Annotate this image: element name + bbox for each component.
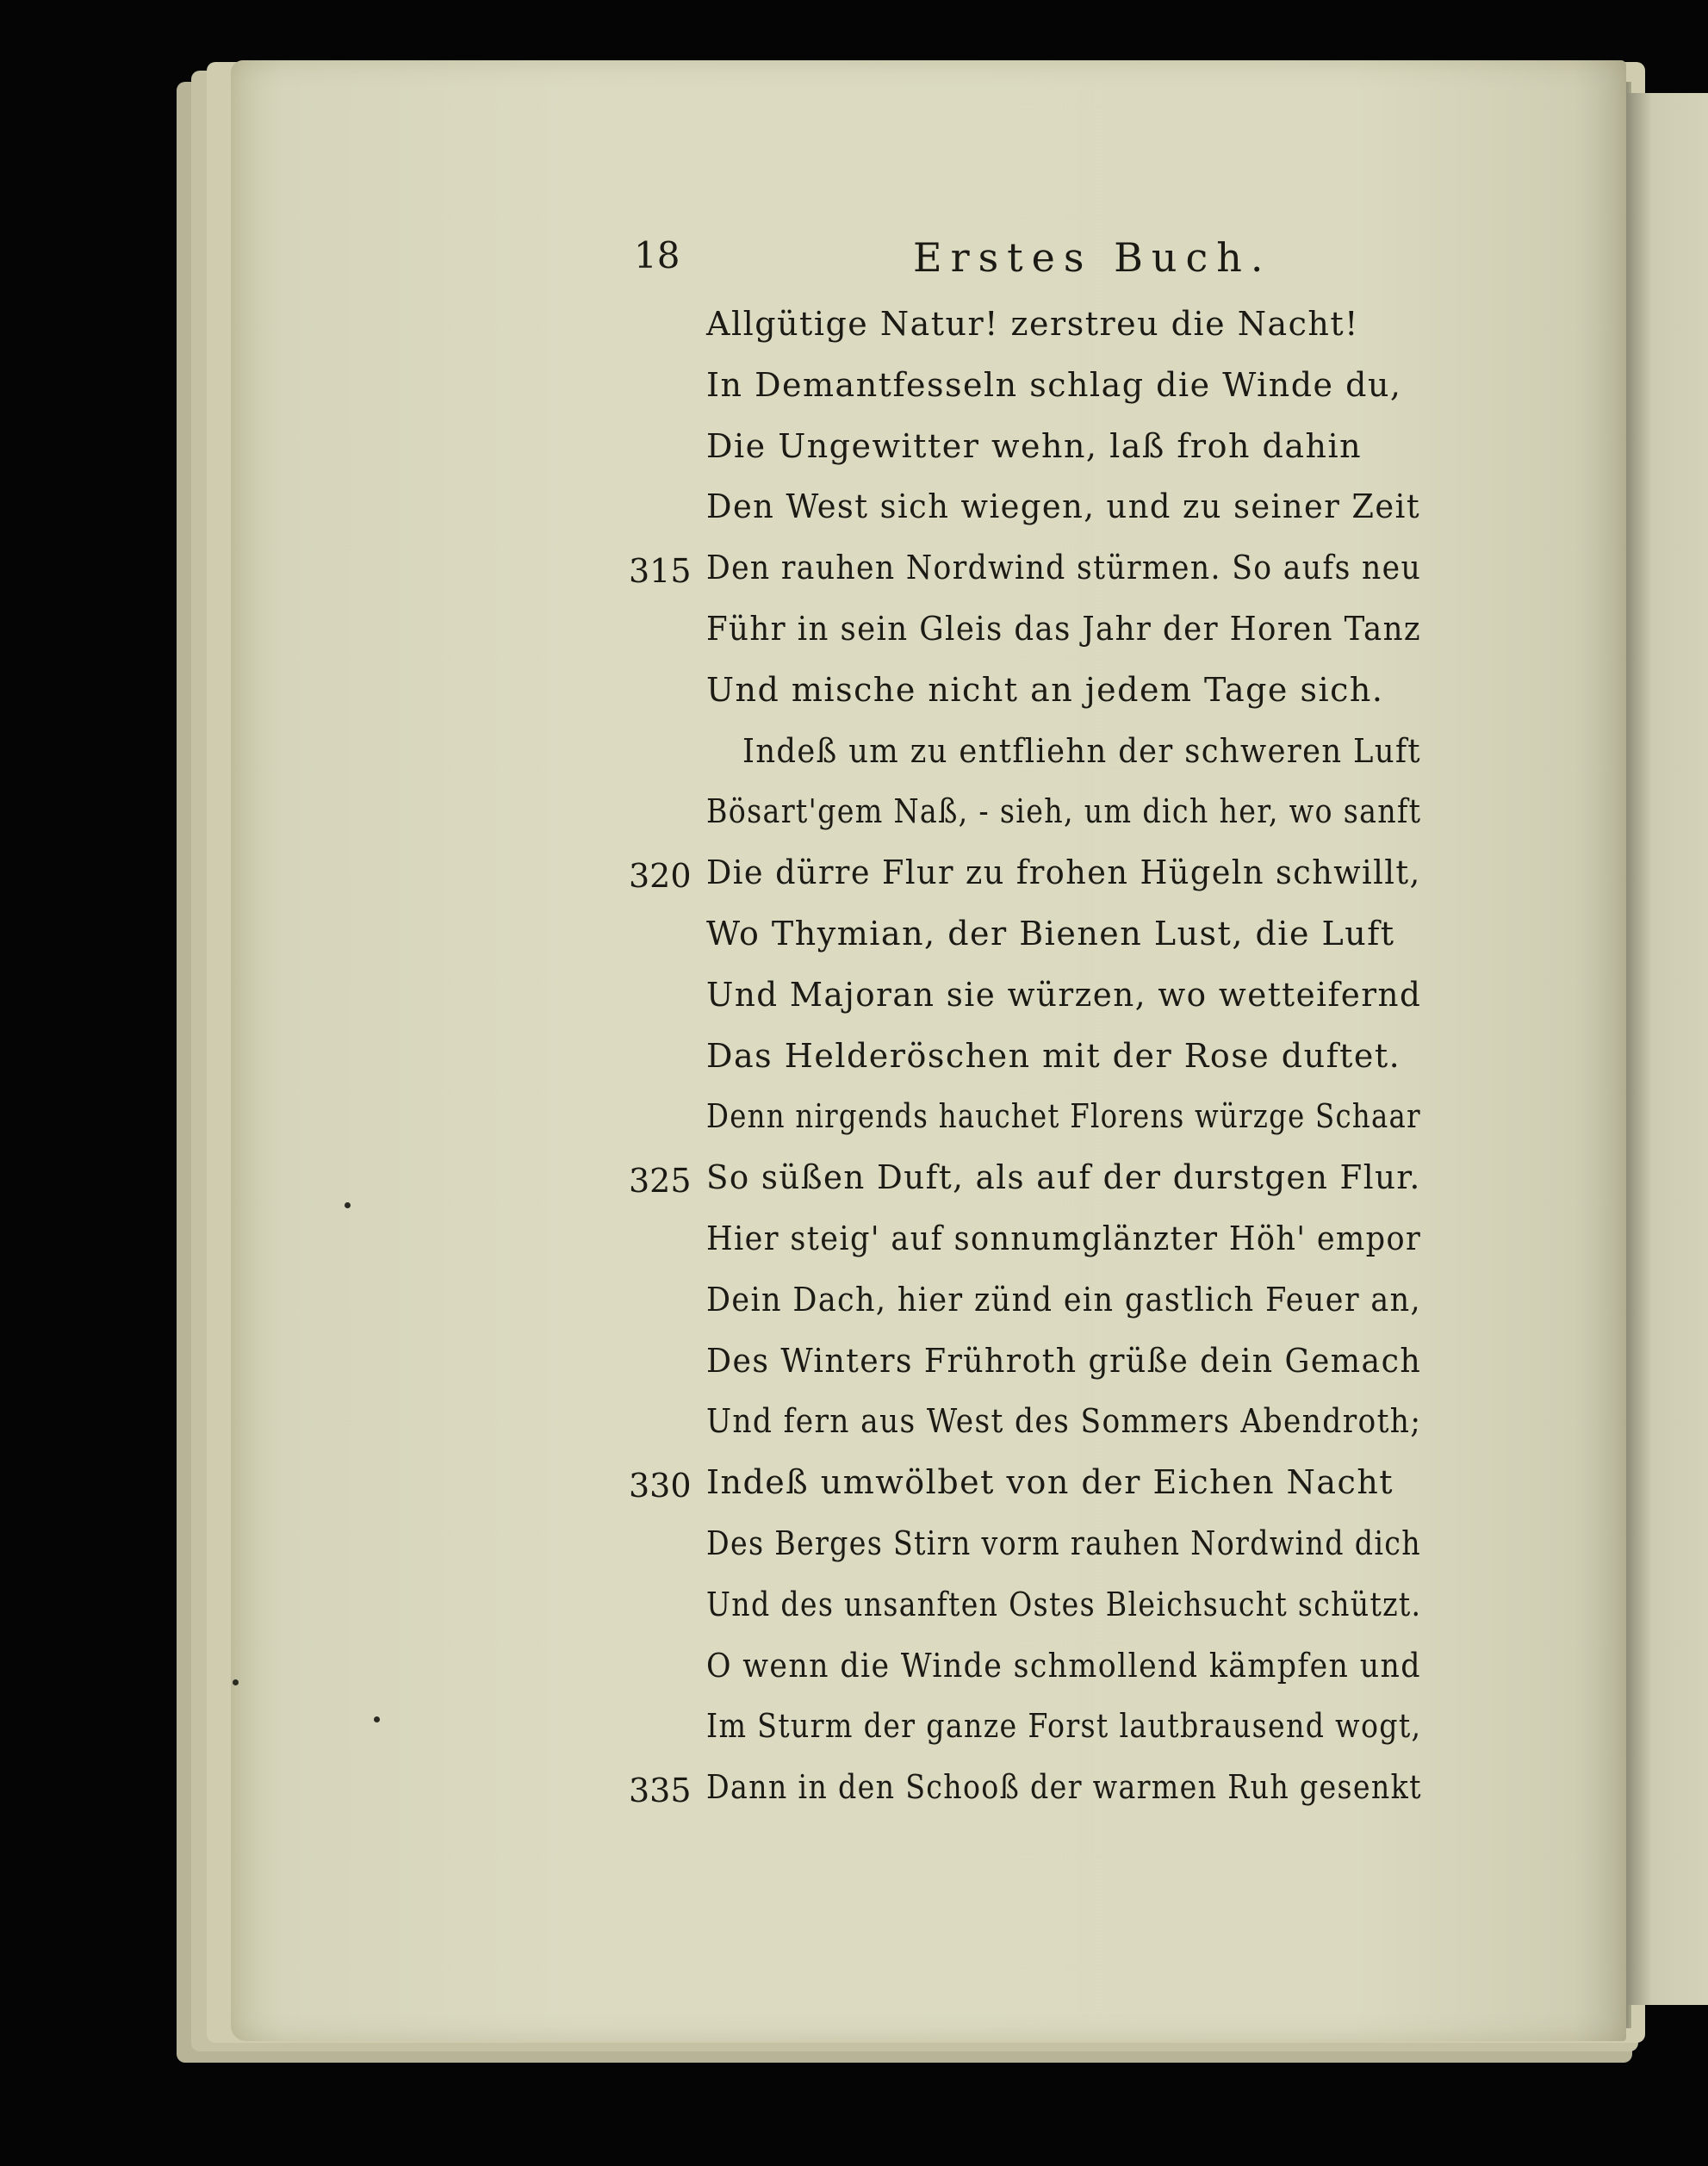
verse-line (0, 789, 1708, 841)
verse-line (0, 850, 1708, 902)
page-header (0, 234, 1708, 282)
running-head: Erstes Buch. (913, 234, 1272, 281)
verse-line (0, 1399, 1708, 1450)
verse-text: Führ in sein Gleis das Jahr der Horen Tanz (706, 610, 1421, 648)
verse-number: 330 (629, 1467, 692, 1505)
verse-text: Das Helderöschen mit der Rose duftet. (706, 1036, 1401, 1075)
verse-text: Und fern aus West des Sommers Abendroth; (706, 1402, 1422, 1441)
verse-text: Bösart'gem Naß, - sieh, um dich her, wo sanft (706, 792, 1422, 831)
verse-number: 315 (629, 552, 692, 591)
verse-line (0, 1094, 1708, 1145)
verse-text: Allgütige Natur! zerstreu die Nacht! (706, 305, 1359, 343)
verse-line (0, 972, 1708, 1024)
verse-text: Hier steig' auf sonnumglänzter Höh' empor (706, 1220, 1422, 1257)
verse-text: Dein Dach, hier zünd ein gastlich Feuer an, (706, 1280, 1422, 1319)
verse-text: Und des unsanften Ostes Bleichsucht schützt. (706, 1585, 1422, 1623)
verse-line (0, 424, 1708, 475)
verse-text: Indeß umwölbet von der Eichen Nacht (706, 1463, 1394, 1502)
verse-text: O wenn die Winde schmollend kämpfen und (706, 1646, 1421, 1685)
verse-line (0, 1155, 1708, 1207)
verse-text: Und mische nicht an jedem Tage sich. (706, 670, 1384, 709)
verse-line (0, 1216, 1708, 1268)
verse-line (0, 1033, 1708, 1085)
verse-number: 320 (629, 857, 692, 896)
verse-text: Die Ungewitter wehn, laß froh dahin (706, 426, 1363, 465)
verse-text: Indeß um zu entfliehn der schweren Luft (742, 731, 1421, 770)
verse-text: Denn nirgends hauchet Florens würzge Schaar (706, 1097, 1421, 1136)
verse-line (0, 1643, 1708, 1695)
verse-line (0, 363, 1708, 414)
verse-line (0, 1338, 1708, 1390)
verse-text: Den rauhen Nordwind stürmen. So aufs neu (706, 549, 1422, 587)
verse-text: Wo Thymian, der Bienen Lust, die Luft (706, 915, 1395, 953)
verse-text: Die dürre Flur zu frohen Hügeln schwillt, (706, 853, 1421, 892)
verse-line (0, 301, 1708, 353)
verse-number: 325 (629, 1162, 692, 1201)
verse-line (0, 911, 1708, 963)
verse-line (0, 667, 1708, 719)
verse-line (0, 545, 1708, 597)
verse-number: 335 (629, 1772, 692, 1810)
verse-line (0, 1582, 1708, 1634)
verse-text: Dann in den Schooß der warmen Ruh gesenkt (706, 1768, 1422, 1807)
verse-text: Im Sturm der ganze Forst lautbrausend wogt, (706, 1707, 1422, 1746)
verse-line (0, 1765, 1708, 1816)
verse-line (0, 1521, 1708, 1573)
verse-text: In Demantfesseln schlag die Winde du, (706, 365, 1402, 404)
verse-text: Und Majoran sie würzen, wo wetteifernd (706, 975, 1422, 1014)
verse-line (0, 1704, 1708, 1755)
verse-line (0, 1277, 1708, 1329)
verse-text: Des Winters Frühroth grüße dein Gemach (706, 1341, 1422, 1380)
verse-text: Den West sich wiegen, und zu seiner Zeit (706, 487, 1421, 526)
verse-line (0, 1460, 1708, 1511)
verse-line (0, 484, 1708, 536)
verse-line (0, 606, 1708, 658)
verse-text: So süßen Duft, als auf der durstgen Flur. (706, 1158, 1421, 1197)
verse-text: Des Berges Stirn vorm rauhen Nordwind dich (706, 1524, 1421, 1562)
verse-line (0, 729, 1708, 780)
page-number: 18 (634, 234, 680, 276)
